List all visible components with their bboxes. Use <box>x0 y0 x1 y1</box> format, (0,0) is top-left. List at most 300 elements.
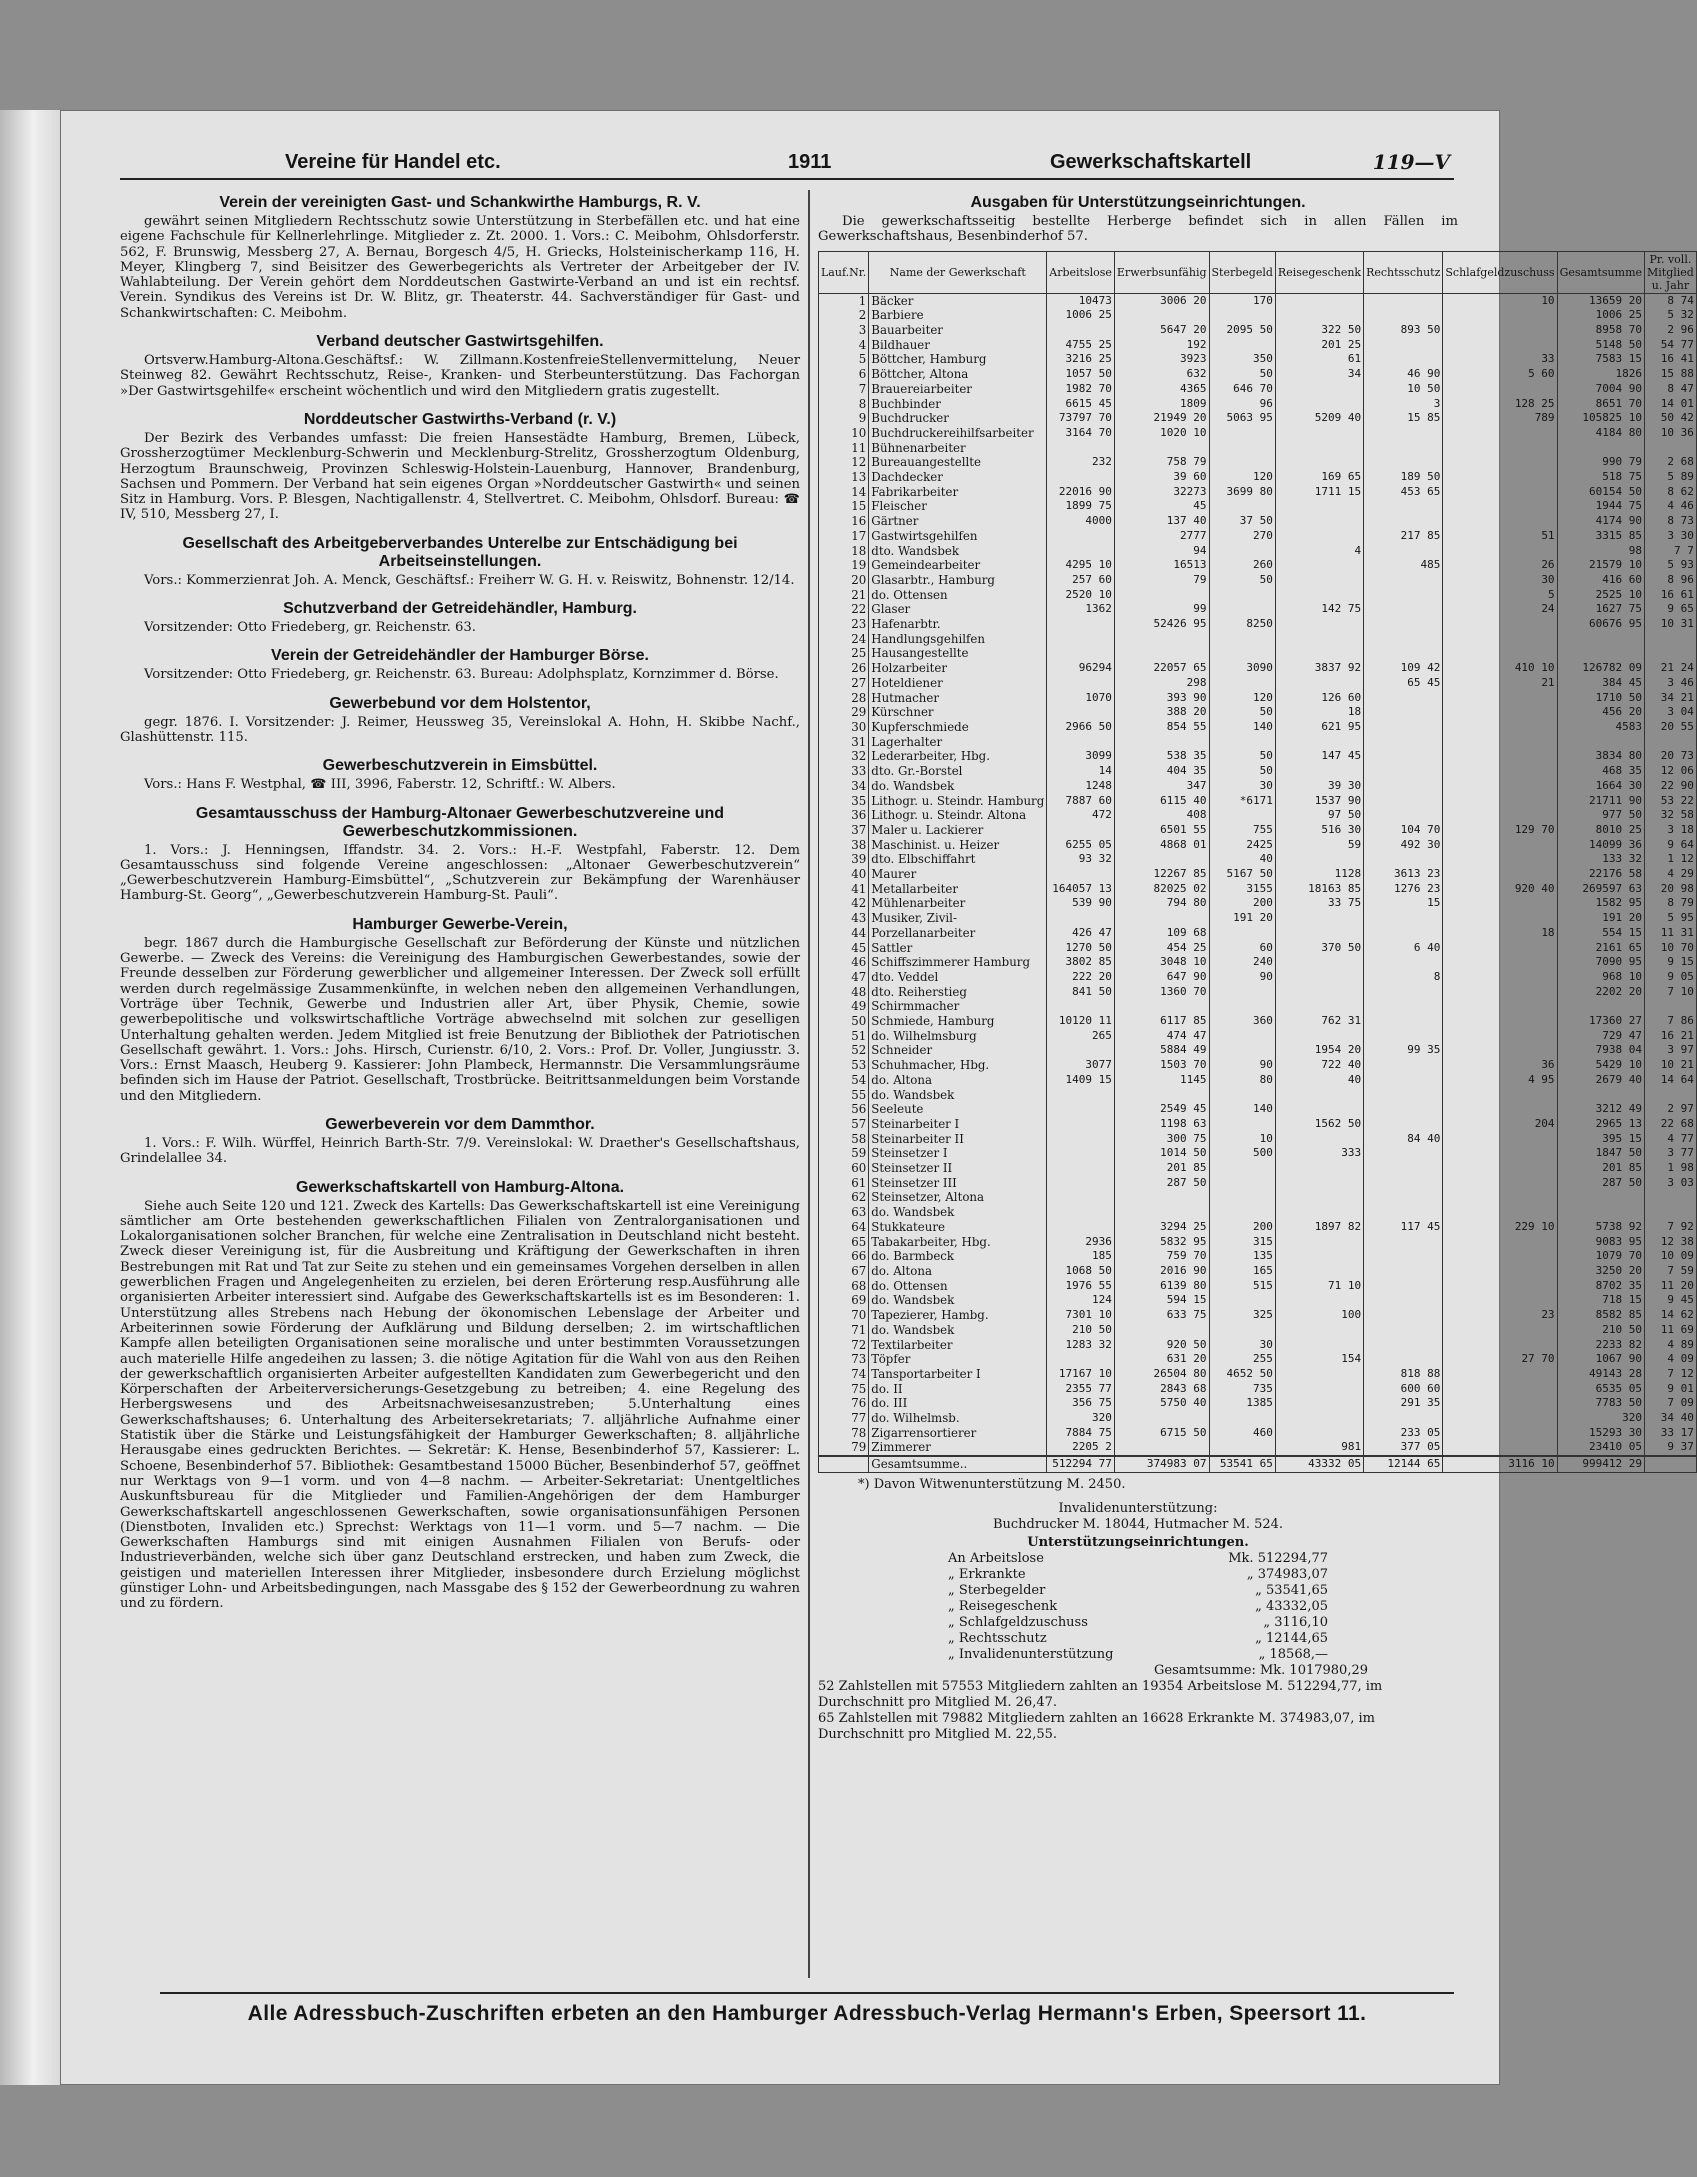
table-row <box>819 867 1697 882</box>
table-cell: 4 <box>819 338 869 353</box>
table-cell <box>1364 808 1443 823</box>
table-cell <box>1364 779 1443 794</box>
table-cell: 98 <box>1557 544 1644 559</box>
table-cell: 356 75 <box>1047 1396 1115 1411</box>
table-cell <box>1443 485 1557 500</box>
table-cell <box>1364 588 1443 603</box>
table-cell <box>1443 985 1557 1000</box>
table-row <box>819 735 1697 750</box>
table-cell: do. Ottensen <box>869 1279 1047 1294</box>
total-cell: Gesamtsumme.. <box>869 1456 1047 1472</box>
table-cell: 19 <box>819 558 869 573</box>
table-cell <box>1364 338 1443 353</box>
table-cell <box>1209 926 1275 941</box>
table-cell: 109 42 <box>1364 661 1443 676</box>
table-cell: 23410 05 <box>1557 1440 1644 1456</box>
table-cell: Glasarbtr., Hamburg <box>869 573 1047 588</box>
table-cell: 16 61 <box>1645 588 1697 603</box>
table-cell: 22 <box>819 602 869 617</box>
table-cell <box>1275 1338 1363 1353</box>
table-cell: 65 45 <box>1364 676 1443 691</box>
table-cell: 25 <box>819 646 869 661</box>
table-cell: 1847 50 <box>1557 1146 1644 1161</box>
table-cell <box>1047 323 1115 338</box>
table-row <box>819 1132 1697 1147</box>
table-cell: 4 29 <box>1645 867 1697 882</box>
table-cell: 729 47 <box>1557 1029 1644 1044</box>
table-cell <box>1047 632 1115 647</box>
table-cell: 315 <box>1209 1235 1275 1250</box>
table-cell <box>1364 1014 1443 1029</box>
table-cell <box>1364 632 1443 647</box>
section-text: 1. Vors.: J. Henningsen, Iffandstr. 34. 2. Vors.: H.-F. Westpfahl, Faberstr. 12. Dem Gesamtausschuss sind folgende Vereine angeschlossen: „Altonaer Gewerbeschutzverein“ „Gewerbeschutzverein Hamburg-Eimsbüttel“, „Schutzverein zur Bekämpfung der Warenhäuser Hamburg-St. Georg“, „Gewerbeschutzverein Hamburg-St. Pauli“. <box>120 842 800 904</box>
table-cell <box>1364 1264 1443 1279</box>
table-row <box>819 1117 1697 1132</box>
table-row <box>819 1279 1697 1294</box>
table-cell: Bureauangestellte <box>869 455 1047 470</box>
table-cell: dto. Elbschiffahrt <box>869 852 1047 867</box>
table-cell: 46 90 <box>1364 367 1443 382</box>
table-cell: 1057 50 <box>1047 367 1115 382</box>
table-cell: Buchbinder <box>869 397 1047 412</box>
table-cell: 3 97 <box>1645 1043 1697 1058</box>
table-cell: 185 <box>1047 1249 1115 1264</box>
table-cell <box>1047 529 1115 544</box>
table-cell <box>1364 764 1443 779</box>
table-cell <box>1364 455 1443 470</box>
table-cell: 74 <box>819 1367 869 1382</box>
table-cell: 3048 10 <box>1114 955 1209 970</box>
total-row <box>819 1456 1697 1472</box>
table-cell: 17360 27 <box>1557 1014 1644 1029</box>
table-cell <box>1209 426 1275 441</box>
table-cell: 90 <box>1209 970 1275 985</box>
table-cell: 3 77 <box>1645 1146 1697 1161</box>
table-cell: 170 <box>1209 293 1275 308</box>
table-cell: 1079 70 <box>1557 1249 1644 1264</box>
table-cell: 140 <box>1209 1102 1275 1117</box>
table-cell: 5 <box>1443 588 1557 603</box>
table-cell: 40 <box>1275 1073 1363 1088</box>
table-row <box>819 1176 1697 1191</box>
left-column <box>120 192 800 1612</box>
table-cell: 49143 28 <box>1557 1367 1644 1382</box>
table-cell: 13 <box>819 470 869 485</box>
table-cell: 1362 <box>1047 602 1115 617</box>
table-cell: 38 <box>819 838 869 853</box>
table-cell: 165 <box>1209 1264 1275 1279</box>
table-cell: 350 <box>1209 352 1275 367</box>
table-row <box>819 941 1697 956</box>
table-cell: 32 <box>819 749 869 764</box>
table-cell: Lithogr. u. Steindr. Altona <box>869 808 1047 823</box>
table-cell: 538 35 <box>1114 749 1209 764</box>
table-cell: 28 <box>819 691 869 706</box>
table-cell: 1944 75 <box>1557 499 1644 514</box>
table-cell: 26504 80 <box>1114 1367 1209 1382</box>
table-cell <box>1047 441 1115 456</box>
table-cell: 2233 82 <box>1557 1338 1644 1353</box>
table-cell: 4583 <box>1557 720 1644 735</box>
table-cell <box>1364 999 1443 1014</box>
table-cell <box>1209 1117 1275 1132</box>
table-cell <box>1443 1132 1557 1147</box>
table-cell: 3837 92 <box>1275 661 1363 676</box>
table-cell <box>1209 1043 1275 1058</box>
table-cell: 2 97 <box>1645 1102 1697 1117</box>
table-cell: 1582 95 <box>1557 896 1644 911</box>
page-number: 119—V <box>1372 150 1450 174</box>
table-cell: 7887 60 <box>1047 794 1115 809</box>
table-cell: 3 46 <box>1645 676 1697 691</box>
table-row <box>819 352 1697 367</box>
table-row <box>819 617 1697 632</box>
table-cell: 50 <box>1209 705 1275 720</box>
column-header: Lauf.Nr. <box>819 251 869 293</box>
table-cell: 5750 40 <box>1114 1396 1209 1411</box>
table-cell: 854 55 <box>1114 720 1209 735</box>
table-cell: 40 <box>1209 852 1275 867</box>
table-cell: 124 <box>1047 1293 1115 1308</box>
table-cell: 456 20 <box>1557 705 1644 720</box>
table-row <box>819 911 1697 926</box>
table-row <box>819 1440 1697 1456</box>
footnote: *) Davon Witwenunterstützung M. 2450. <box>858 1476 1126 1492</box>
table-cell: 384 45 <box>1557 676 1644 691</box>
table-cell: Böttcher, Hamburg <box>869 352 1047 367</box>
table-cell: 410 10 <box>1443 661 1557 676</box>
table-row <box>819 705 1697 720</box>
column-divider <box>808 190 810 1978</box>
table-cell: 33 17 <box>1645 1426 1697 1441</box>
table-cell <box>1114 735 1209 750</box>
table-cell: do. Wandsbek <box>869 1323 1047 1338</box>
table-cell <box>1364 1073 1443 1088</box>
table-row <box>819 1014 1697 1029</box>
table-cell: 15 85 <box>1364 411 1443 426</box>
table-row <box>819 426 1697 441</box>
table-cell <box>1047 1205 1115 1220</box>
table-cell: 45 <box>1114 499 1209 514</box>
table-cell: Steinarbeiter I <box>869 1117 1047 1132</box>
section-text: Vors.: Hans F. Westphal, ☎ III, 3996, Faberstr. 12, Schriftf.: W. Albers. <box>144 777 616 793</box>
table-cell: 3164 70 <box>1047 426 1115 441</box>
table-cell: 841 50 <box>1047 985 1115 1000</box>
table-cell: 26 <box>819 661 869 676</box>
table-cell <box>1275 529 1363 544</box>
book-binding <box>0 110 60 2085</box>
support-label: „ Schlafgeldzuschuss <box>948 1614 1088 1630</box>
table-cell: 7 10 <box>1645 985 1697 1000</box>
table-cell <box>1275 1102 1363 1117</box>
table-cell: 50 <box>1209 573 1275 588</box>
table-cell: 120 <box>1209 470 1275 485</box>
table-cell: Dachdecker <box>869 470 1047 485</box>
table-cell <box>1364 1029 1443 1044</box>
section-title: Gesellschaft des Arbeitgeberverbandes Unterelbe zur Entschädigung bei Arbeitseinstellungen. <box>182 534 738 570</box>
table-cell: 201 85 <box>1114 1161 1209 1176</box>
table-cell <box>1047 676 1115 691</box>
table-cell: 594 15 <box>1114 1293 1209 1308</box>
table-cell: 50 <box>819 1014 869 1029</box>
table-cell: 472 <box>1047 808 1115 823</box>
table-cell: 600 60 <box>1364 1382 1443 1397</box>
table-cell <box>1364 1161 1443 1176</box>
table-cell <box>1275 1161 1363 1176</box>
table-cell <box>1275 1426 1363 1441</box>
table-cell: 11 31 <box>1645 926 1697 941</box>
table-cell <box>1047 646 1115 661</box>
table-cell: 388 20 <box>1114 705 1209 720</box>
table-cell: 5429 10 <box>1557 1058 1644 1073</box>
table-cell: 4174 90 <box>1557 514 1644 529</box>
table-cell <box>1443 382 1557 397</box>
table-row <box>819 632 1697 647</box>
table-row <box>819 499 1697 514</box>
table-cell: 3006 20 <box>1114 293 1209 308</box>
table-cell: 325 <box>1209 1308 1275 1323</box>
expenses-title: Ausgaben für Unterstützungseinrichtungen. <box>970 194 1306 211</box>
table-cell: 4868 01 <box>1114 838 1209 853</box>
table-cell: 7 <box>819 382 869 397</box>
table-cell: 75 <box>819 1382 869 1397</box>
table-cell: 3 <box>1364 397 1443 412</box>
table-cell: 201 85 <box>1557 1161 1644 1176</box>
table-cell: 60 <box>819 1161 869 1176</box>
table-cell: 142 75 <box>1275 602 1363 617</box>
table-cell <box>1275 426 1363 441</box>
table-cell: 42 <box>819 896 869 911</box>
table-row <box>819 470 1697 485</box>
table-row <box>819 323 1697 338</box>
table-cell: 53 <box>819 1058 869 1073</box>
table-cell <box>1443 1235 1557 1250</box>
table-cell <box>1047 823 1115 838</box>
table-cell: 46 <box>819 955 869 970</box>
table-cell <box>1275 735 1363 750</box>
support-label: „ Erkrankte <box>948 1566 1026 1582</box>
table-cell: 30 <box>1443 573 1557 588</box>
table-cell <box>1364 1117 1443 1132</box>
support-amount: „ 3116,10 <box>1263 1614 1328 1630</box>
table-cell <box>1443 852 1557 867</box>
table-cell: 30 <box>819 720 869 735</box>
table-cell <box>1645 1190 1697 1205</box>
table-cell: 485 <box>1364 558 1443 573</box>
table-cell: 8 47 <box>1645 382 1697 397</box>
column-header: Arbeitslose <box>1047 251 1115 293</box>
table-row <box>819 823 1697 838</box>
section-title: Schutzverband der Getreidehändler, Hamburg. <box>283 600 637 618</box>
table-cell: 1899 75 <box>1047 499 1115 514</box>
table-cell: 21 <box>1443 676 1557 691</box>
table-cell <box>1443 896 1557 911</box>
table-cell: Hafenarbtr. <box>869 617 1047 632</box>
table-cell: 9 65 <box>1645 602 1697 617</box>
table-cell <box>1275 926 1363 941</box>
table-cell: 39 <box>819 852 869 867</box>
table-cell: 1562 50 <box>1275 1117 1363 1132</box>
table-cell <box>1209 1440 1275 1456</box>
table-row <box>819 794 1697 809</box>
table-cell: 20 <box>819 573 869 588</box>
table-cell: 50 42 <box>1645 411 1697 426</box>
table-cell: Maschinist. u. Heizer <box>869 838 1047 853</box>
table-cell: 10 <box>1209 1132 1275 1147</box>
table-cell: 968 10 <box>1557 970 1644 985</box>
table-cell: 33 <box>1443 352 1557 367</box>
table-cell <box>1275 441 1363 456</box>
table-row <box>819 1146 1697 1161</box>
table-cell: 14 <box>819 485 869 500</box>
table-cell <box>1364 426 1443 441</box>
table-cell: Schuhmacher, Hbg. <box>869 1058 1047 1073</box>
table-cell: 21711 90 <box>1557 794 1644 809</box>
table-cell <box>1443 1249 1557 1264</box>
table-cell <box>1275 1323 1363 1338</box>
table-cell: Glaser <box>869 602 1047 617</box>
table-cell: 404 35 <box>1114 764 1209 779</box>
table-cell: 370 50 <box>1275 941 1363 956</box>
table-cell <box>1275 1264 1363 1279</box>
table-cell <box>1209 632 1275 647</box>
table-cell <box>1443 1367 1557 1382</box>
table-cell: Schirmmacher <box>869 999 1047 1014</box>
support-total: Gesamtsumme: Mk. 1017980,29 <box>1154 1662 1368 1678</box>
table-row <box>819 838 1697 853</box>
table-cell: Lithogr. u. Steindr. Hamburg <box>869 794 1047 809</box>
table-cell <box>1209 1088 1275 1103</box>
table-cell: 96 <box>1209 397 1275 412</box>
table-cell <box>1114 911 1209 926</box>
table-cell <box>1275 1396 1363 1411</box>
table-cell <box>1275 617 1363 632</box>
table-row <box>819 602 1697 617</box>
table-cell: 58 <box>819 1132 869 1147</box>
table-cell: 27 70 <box>1443 1352 1557 1367</box>
table-cell: 5 32 <box>1645 308 1697 323</box>
table-cell: 26 <box>1443 558 1557 573</box>
table-cell: Seeleute <box>869 1102 1047 1117</box>
expenses-intro: Die gewerkschaftsseitig bestellte Herberge befindet sich in allen Fällen im Gewerkschaftshaus, Besenbinderhof 57. <box>818 214 1458 245</box>
header-year: 1911 <box>788 151 832 173</box>
table-cell <box>1047 1161 1115 1176</box>
table-cell: do. Wandsbek <box>869 1293 1047 1308</box>
table-cell: 73797 70 <box>1047 411 1115 426</box>
table-cell: 100 <box>1275 1308 1363 1323</box>
table-cell: 61 <box>819 1176 869 1191</box>
table-row <box>819 382 1697 397</box>
table-cell: 210 50 <box>1047 1323 1115 1338</box>
table-cell: 7 92 <box>1645 1220 1697 1235</box>
table-cell <box>1364 705 1443 720</box>
table-cell: 23 <box>1443 1308 1557 1323</box>
table-cell <box>1275 1293 1363 1308</box>
table-row <box>819 1043 1697 1058</box>
table-cell <box>1209 1293 1275 1308</box>
table-cell <box>1114 588 1209 603</box>
table-cell <box>1443 1014 1557 1029</box>
table-row <box>819 293 1697 308</box>
table-cell <box>1047 617 1115 632</box>
table-cell: 15293 30 <box>1557 1426 1644 1441</box>
table-cell: 154 <box>1275 1352 1363 1367</box>
table-cell <box>1364 1279 1443 1294</box>
table-cell: 11 <box>819 441 869 456</box>
table-cell: 3077 <box>1047 1058 1115 1073</box>
table-cell <box>1275 676 1363 691</box>
table-cell: 14099 36 <box>1557 838 1644 853</box>
table-cell: 2936 <box>1047 1235 1115 1250</box>
table-cell: 55 <box>819 1088 869 1103</box>
table-cell: 5167 50 <box>1209 867 1275 882</box>
table-cell: Handlungsgehilfen <box>869 632 1047 647</box>
table-cell: 1270 50 <box>1047 941 1115 956</box>
table-cell: 73 <box>819 1352 869 1367</box>
table-cell <box>1275 911 1363 926</box>
table-cell: 500 <box>1209 1146 1275 1161</box>
table-cell: 3 04 <box>1645 705 1697 720</box>
table-cell <box>1364 544 1443 559</box>
table-row <box>819 558 1697 573</box>
table-cell: 51 <box>819 1029 869 1044</box>
table-cell: 32 58 <box>1645 808 1697 823</box>
table-cell <box>1114 646 1209 661</box>
table-cell: 48 <box>819 985 869 1000</box>
table-cell: Schiffszimmerer Hamburg <box>869 955 1047 970</box>
table-row <box>819 955 1697 970</box>
table-cell: 6615 45 <box>1047 397 1115 412</box>
table-cell: 1006 25 <box>1047 308 1115 323</box>
table-cell: 393 90 <box>1114 691 1209 706</box>
table-cell <box>1364 1338 1443 1353</box>
table-cell <box>1275 632 1363 647</box>
table-cell <box>1443 441 1557 456</box>
table-row <box>819 1235 1697 1250</box>
table-cell: 269597 63 <box>1557 882 1644 897</box>
table-cell: 192 <box>1114 338 1209 353</box>
table-cell <box>1275 1249 1363 1264</box>
table-cell: 818 88 <box>1364 1367 1443 1382</box>
table-cell <box>1364 911 1443 926</box>
table-cell <box>1364 308 1443 323</box>
table-cell: 10 36 <box>1645 426 1697 441</box>
column-header: Name der Gewerkschaft <box>869 251 1047 293</box>
table-cell <box>1209 1323 1275 1338</box>
support-label: „ Rechtsschutz <box>948 1630 1047 1646</box>
table-cell <box>1047 705 1115 720</box>
table-cell: 735 <box>1209 1382 1275 1397</box>
table-cell <box>1364 749 1443 764</box>
table-cell: 69 <box>819 1293 869 1308</box>
table-cell: 5063 95 <box>1209 411 1275 426</box>
support-label: „ Reisegeschenk <box>948 1598 1058 1614</box>
table-row <box>819 588 1697 603</box>
table-cell: 79 <box>819 1440 869 1456</box>
table-cell: 762 31 <box>1275 1014 1363 1029</box>
table-cell: 5148 50 <box>1557 338 1644 353</box>
table-cell: Sattler <box>869 941 1047 956</box>
table-cell <box>1364 1102 1443 1117</box>
table-cell: do. Wilhelmsburg <box>869 1029 1047 1044</box>
table-cell: 7301 10 <box>1047 1308 1115 1323</box>
table-cell: Hutmacher <box>869 691 1047 706</box>
table-cell: Buchdruckereihilfsarbeiter <box>869 426 1047 441</box>
table-cell: 36 <box>1443 1058 1557 1073</box>
table-cell: Fabrikarbeiter <box>869 485 1047 500</box>
table-cell: 53 22 <box>1645 794 1697 809</box>
table-cell <box>1364 1088 1443 1103</box>
